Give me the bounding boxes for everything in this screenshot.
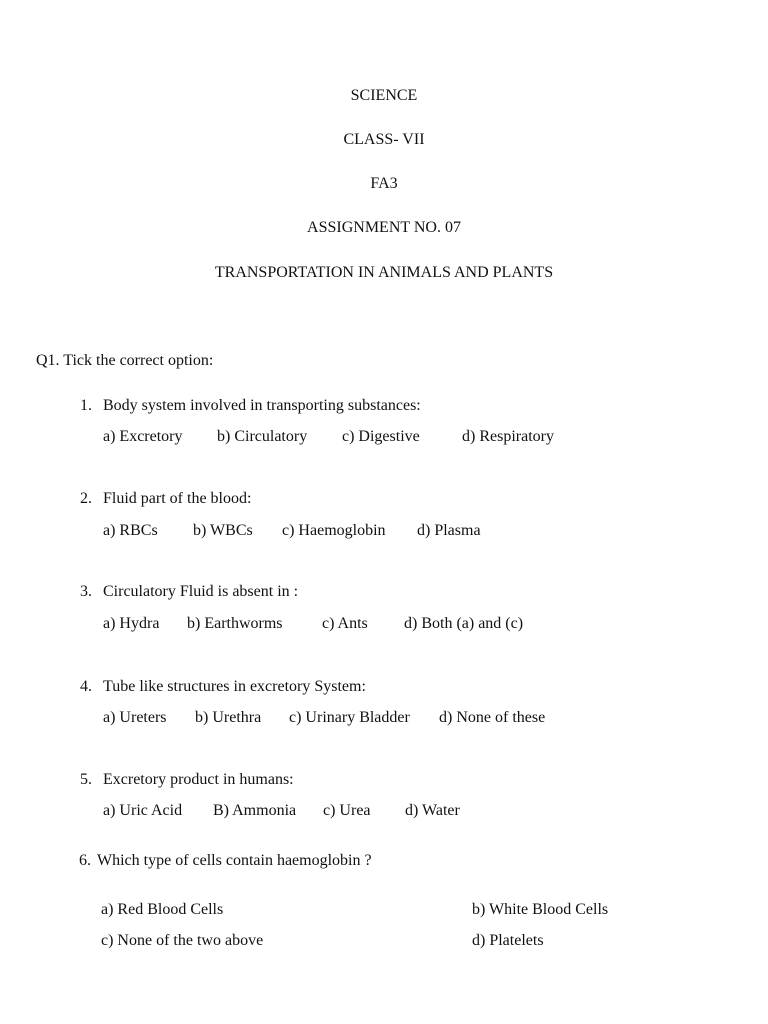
option-a: a) Excretory [103,428,183,445]
option-d: d) Plasma [417,522,481,539]
option-c: c) Digestive [342,428,420,445]
option-a: a) Ureters [103,709,167,726]
option-d: d) None of these [439,709,546,726]
option-d: d) Respiratory [462,428,554,445]
question-number: 2. [80,490,92,507]
option-c: c) None of the two above [101,932,264,949]
question-text: Fluid part of the blood: [103,490,252,507]
option-a: a) Hydra [103,615,160,632]
question-number: 3. [80,583,92,600]
option-b: b) WBCs [193,522,253,539]
subject-title: SCIENCE [350,87,418,104]
assessment-label: FA3 [370,175,398,192]
question-number: 4. [80,678,92,695]
option-a: a) RBCs [103,522,158,539]
option-a: a) Uric Acid [103,802,183,819]
question-text: Circulatory Fluid is absent in : [103,583,299,600]
option-b: B) Ammonia [213,802,297,819]
question-number: 6. [79,852,91,869]
option-d: d) Water [405,802,460,819]
question-text: Tube like structures in excretory System: [103,678,366,695]
section-title: Q1. Tick the correct option: [36,352,214,369]
option-c: c) Urinary Bladder [289,709,410,726]
topic-title: TRANSPORTATION IN ANIMALS AND PLANTS [214,264,554,281]
assignment-number: ASSIGNMENT NO. 07 [307,219,461,236]
option-c: c) Urea [323,802,371,819]
question-text: Body system involved in transporting substances: [103,397,421,414]
question-text: Which type of cells contain haemoglobin ? [97,852,372,869]
option-b: b) Circulatory [217,428,308,445]
option-b: b) Urethra [195,709,262,726]
option-a: a) Red Blood Cells [101,901,224,918]
option-d: d) Both (a) and (c) [404,615,524,632]
class-label: CLASS- VII [343,131,425,148]
question-number: 5. [80,771,92,788]
question-number: 1. [80,397,92,414]
option-b: b) White Blood Cells [472,901,609,918]
option-d: d) Platelets [472,932,544,949]
option-c: c) Ants [322,615,368,632]
option-b: b) Earthworms [187,615,283,632]
option-c: c) Haemoglobin [282,522,386,539]
question-text: Excretory product in humans: [103,771,294,788]
